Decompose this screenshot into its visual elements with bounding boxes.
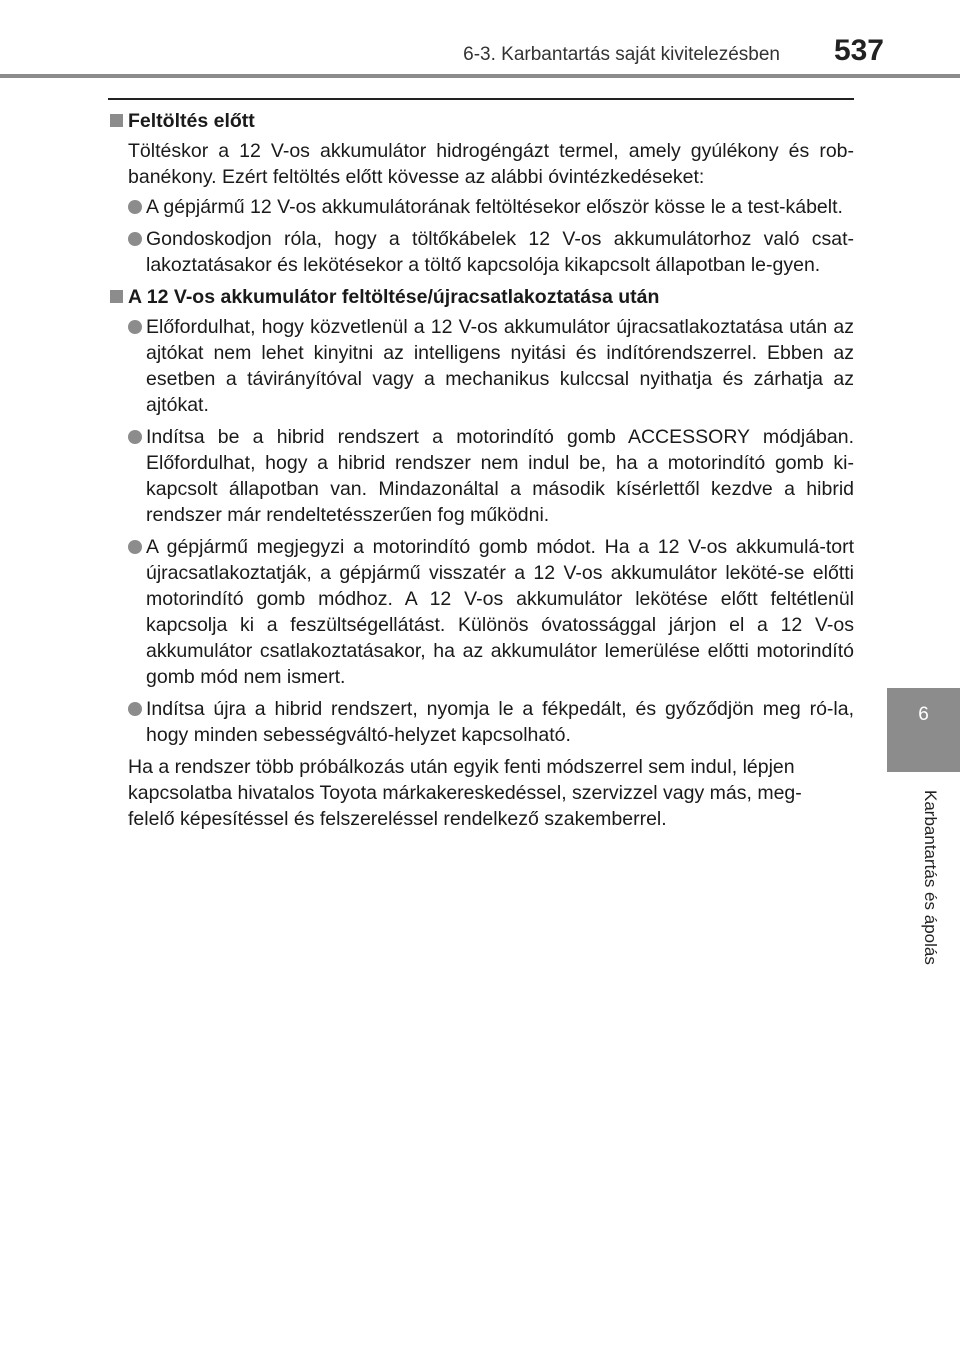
page-number: 537 bbox=[833, 34, 884, 67]
chapter-tab bbox=[887, 688, 960, 772]
list-item-text: Indítsa újra a hibrid rendszert, nyomja le a fékpedált, és győződjön meg ró-la, hogy minden sebességváltó-helyzet kapcsolható. bbox=[146, 698, 854, 746]
section-intro: Töltéskor a 12 V-os akkumulátor hidrogéngázt termel, amely gyúlékony és rob-banékony. Ezért feltöltés előtt kövesse az alábbi óvintézkedéseket: bbox=[128, 140, 854, 188]
list-item bbox=[128, 424, 854, 528]
square-bullet-icon bbox=[110, 290, 123, 303]
list-item bbox=[128, 226, 854, 278]
section-heading-before-charging bbox=[108, 108, 854, 134]
closing-paragraph: Ha a rendszer több próbálkozás után egyik fenti módszerrel sem indul, lépjen kapcsolatba hivatalos Toyota márkakereskedéssel, szervizzel vagy más, meg-felelő képesítéssel és felszereléssel rendelkező szakemberrel. bbox=[128, 756, 802, 830]
section-heading-text: Feltöltés előtt bbox=[128, 110, 255, 132]
section-heading-after-charging bbox=[108, 284, 854, 310]
circle-bullet-icon bbox=[128, 702, 142, 716]
circle-bullet-icon bbox=[128, 232, 142, 246]
main-content bbox=[108, 108, 854, 836]
circle-bullet-icon bbox=[128, 320, 142, 334]
circle-bullet-icon bbox=[128, 200, 142, 214]
chapter-title: 6-3. Karbantartás saját kivitelezésben bbox=[463, 44, 780, 65]
list-item-text: A gépjármű megjegyzi a motorindító gomb módot. Ha a 12 V-os akkumulá-tort újracsatlakoztatják, a gépjármű visszatér a 12 V-os akkumulátor leköté-se előtti motorindító gomb módhoz. A 12 V-os akkumulátor lekötése előtt feltétlenül kapcsolja ki a feszültségellátást. Különös óvatossággal járjon el a 12 V-os akkumulátor csatlakoztatásakor, ha az akkumulátor lemerülése előtti motorindító gomb mód nem ismert. bbox=[146, 536, 854, 688]
header-rule bbox=[0, 74, 960, 78]
list-item bbox=[128, 314, 854, 418]
list-item-text: Gondoskodjon róla, hogy a töltőkábelek 12 V-os akkumulátorhoz való csat-lakoztatásakor és lekötésekor a töltő kapcsolója kikapcsolt állapotban le-gyen. bbox=[146, 228, 854, 276]
section-heading-text: A 12 V-os akkumulátor feltöltése/újracsatlakoztatása után bbox=[128, 286, 660, 308]
chapter-side-label: Karbantartás és ápolás bbox=[921, 790, 940, 965]
square-bullet-icon bbox=[110, 114, 123, 127]
chapter-tab-number: 6 bbox=[918, 704, 929, 725]
list-item bbox=[128, 194, 854, 220]
list-item bbox=[128, 534, 854, 690]
list-item bbox=[128, 696, 854, 748]
circle-bullet-icon bbox=[128, 430, 142, 444]
content-top-rule bbox=[108, 98, 854, 100]
list-item-text: Indítsa be a hibrid rendszert a motorindító gomb ACCESSORY módjában. Előfordulhat, hogy a hibrid rendszer nem indul be, ha a motorindító gomb ki-kapcsolt állapotban van. Mindazonáltal a második kísérlettől kezdve a hibrid rendszer már rendeltetésszerűen fog működni. bbox=[146, 426, 854, 526]
circle-bullet-icon bbox=[128, 540, 142, 554]
list-item-text: A gépjármű 12 V-os akkumulátorának feltöltésekor először kösse le a test-kábelt. bbox=[146, 196, 843, 218]
list-item-text: Előfordulhat, hogy közvetlenül a 12 V-os akkumulátor újracsatlakoztatása után az ajtókat nem lehet kinyitni az intelligens nyitási és indítórendszerrel. Ebben az esetben a távirányítóval vagy a mechanikus kulccsal nyithatja és zárhatja az ajtókat. bbox=[146, 316, 854, 416]
page-header bbox=[0, 0, 960, 80]
